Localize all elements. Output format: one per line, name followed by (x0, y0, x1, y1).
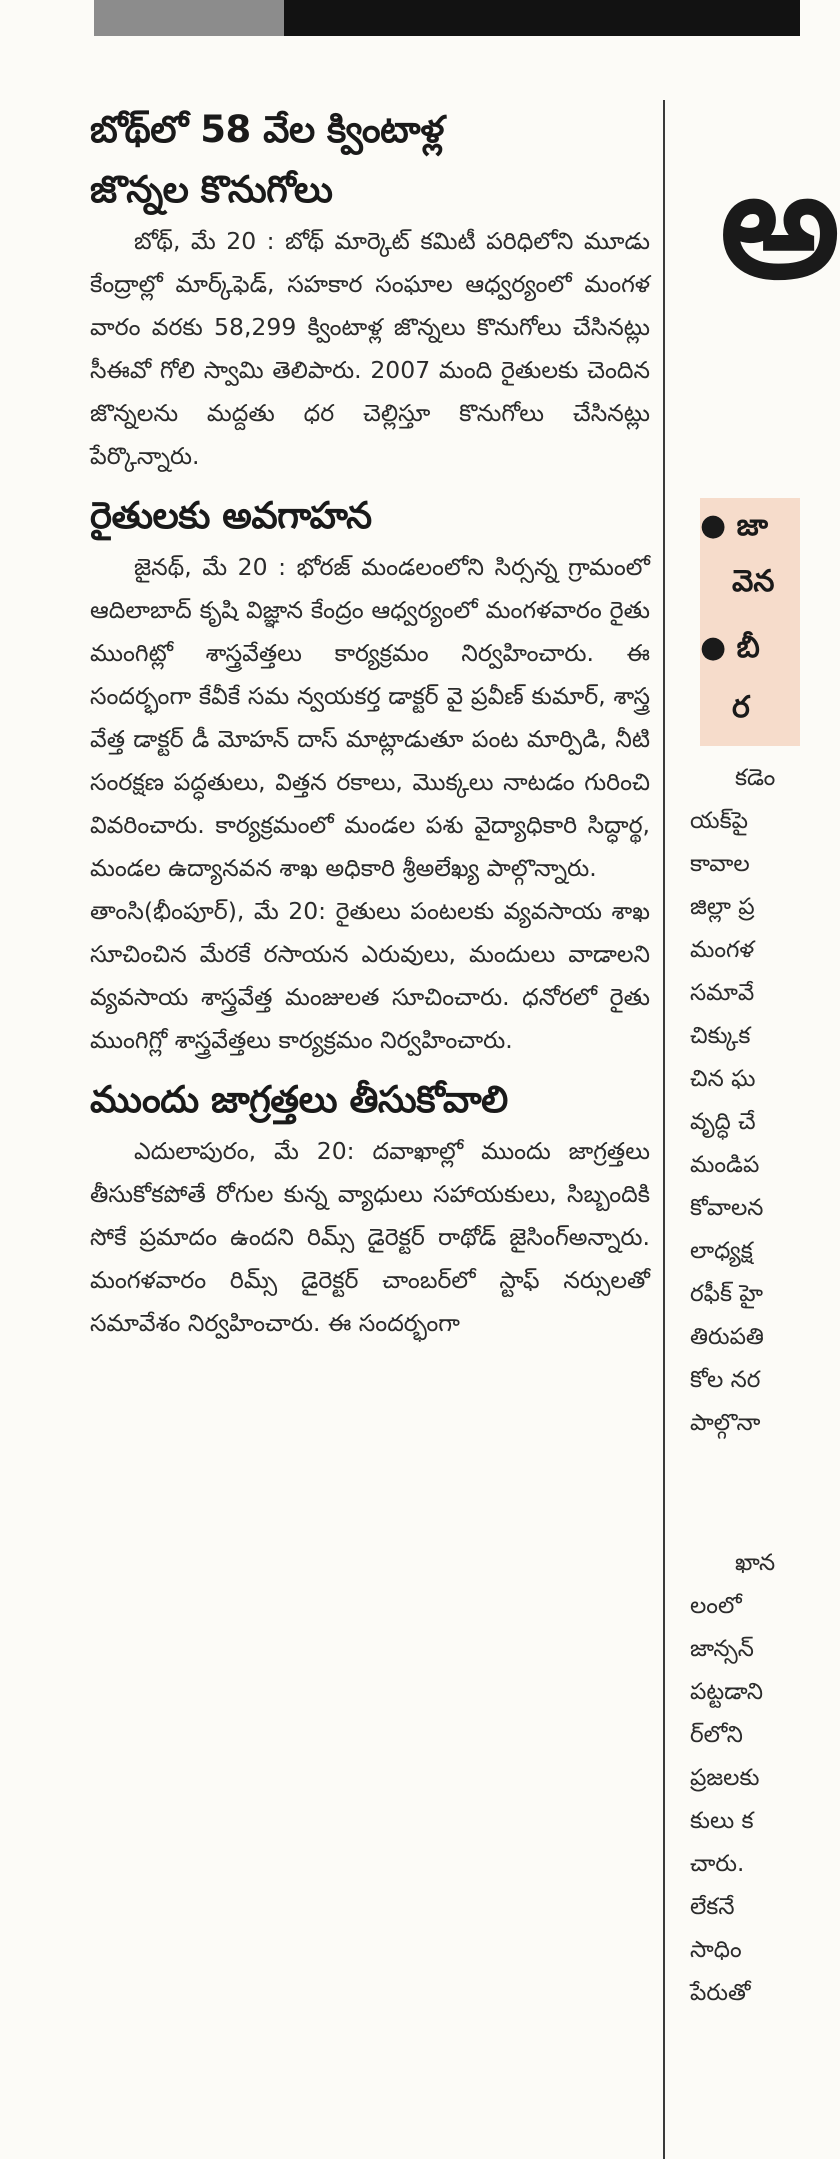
article-body: బోథ్, మే 20 : బోథ్ మార్కెట్ కమిటీ పరిధిలోని మూడు కేంద్రాల్లో మార్క్‌ఫెడ్, సహకార సంఘాల ఆధ్వర్యంలో మంగళ వారం వరకు 58,299 క్వింటాళ్ల జొన్నలు కొనుగోలు చేసినట్లు సీఈవో గోలి స్వామి తెలిపారు. 2007 మంది రైతులకు చెందిన జొన్నలను మద్దతు ధర చెల్లిస్తూ కొనుగోలు చేసినట్లు పేర్కొన్నారు. (90, 227, 650, 470)
article-precautions (90, 1070, 650, 1345)
body-line: యక్‌పై (690, 808, 748, 834)
right-news-column-cropped (690, 100, 840, 2159)
body-line: సాధిం (690, 1937, 742, 1963)
large-headline-glyph: అ (720, 138, 840, 312)
body-line: రఫీక్ హై (690, 1281, 764, 1307)
article-body: జైనథ్, మే 20 : భోరజ్ మండలంలోని సిర్సన్న గ్రామంలో ఆదిలాబాద్ కృషి విజ్ఞాన కేంద్రం ఆధ్వర్యంలో మంగళవారం రైతు ముంగిట్లో శాస్త్రవేత్తలు కార్యక్రమం నిర్వహించారు. ఈ సందర్భంగా కేవీకే సమ న్వయకర్త డాక్టర్ వై ప్రవీణ్ కుమార్, శాస్త్ర వేత్త డాక్టర్ డీ మోహన్ దాస్ మాట్లాడుతూ పంట మార్పిడి, నీటి సంరక్షణ పద్ధతులు, విత్తన రకాలు, మొక్కలు నాటడం గురించి వివరించారు. కార్యక్రమంలో మండల పశు వైద్యాధికారి సిద్ధార్థ, మండల ఉద్యానవన శాఖ అధికారి శ్రీఅలేఖ్య పాల్గొన్నారు. (90, 553, 650, 882)
bullet-point: ర (732, 690, 750, 725)
body-line: ప్రజలకు (690, 1765, 760, 1791)
article-body: ఎదులాపురం, మే 20: దవాఖాల్లో ముందు జాగ్రత్తలు తీసుకోకపోతే రోగుల కున్న వ్యాధులు సహాయకులు, సిబ్బందికి సోకే ప్రమాదం ఉందని రిమ్స్ డైరెక్టర్ రాథోడ్ జైసింగ్‌అన్నారు. మంగళవారం రిమ్స్ డైరెక్టర్ చాంబర్‌లో స్టాఫ్ నర్సులతో సమావేశం నిర్వహించారు. ఈ సందర్భంగా (90, 1137, 650, 1337)
body-line: పేరుతో (690, 1980, 751, 2006)
body-line: వృద్ధి చే (690, 1109, 756, 1135)
body-line: తిరుపతి (690, 1324, 764, 1350)
article-headline: ముందు జాగ్రత్తలు తీసుకోవాలి (90, 1078, 508, 1121)
body-line: ఖాన (735, 1550, 776, 1576)
body-line: జాన్సన్ (690, 1636, 754, 1662)
body-line: కోవాలన (690, 1195, 764, 1221)
article-headline: బోథ్‌లో 58 వేల క్వింటాళ్ల (90, 108, 444, 151)
body-line: లేకనే (690, 1894, 735, 1920)
left-news-column (90, 100, 650, 1345)
article-jonna-procurement (90, 100, 650, 478)
column-divider (663, 100, 665, 2159)
body-line: చారు. (690, 1851, 745, 1877)
bullet-point: వెన (732, 564, 775, 599)
body-line: చిన ఘ (690, 1066, 756, 1092)
body-line: కోల నర (690, 1367, 761, 1393)
article-farmer-awareness (90, 486, 650, 1062)
body-line: జిల్లా ప్ర (690, 894, 755, 920)
header-band-grey (94, 0, 284, 36)
article-body: తాంసి(భీంపూర్), మే 20: రైతులు పంటలకు వ్యవసాయ శాఖ సూచించిన మేరకే రసాయన ఎరువులు, మందులు వాడాలని వ్యవసాయ శాస్త్రవేత్త మంజులత సూచించారు. ధనోరలో రైతు ముంగిగ్లో శాస్త్రవేత్తలు కార్యక్రమం నిర్వహించారు. (90, 897, 650, 1054)
body-line: పట్టడాని (690, 1679, 764, 1705)
bullet-point: ● జా (700, 508, 769, 543)
body-line: లాధ్యక్ష (690, 1238, 753, 1264)
body-line: కులు క (690, 1808, 754, 1834)
body-line: కడెం (735, 765, 776, 791)
bullet-point: ● బీ (700, 630, 760, 665)
body-line: చిక్కుక (690, 1023, 751, 1049)
body-line: మండిప (690, 1152, 760, 1178)
header-band-black (284, 0, 800, 36)
body-line: సమావే (690, 980, 755, 1006)
body-line: మంగళ (690, 937, 755, 963)
article-headline: రైతులకు అవగాహన (90, 494, 372, 537)
article-headline: జొన్నల కొనుగోలు (90, 168, 333, 211)
body-line: ర్‌లోని (690, 1722, 743, 1748)
body-line: పాల్గొనా (690, 1410, 761, 1436)
body-line: లంలో (690, 1593, 742, 1619)
body-line: కావాల (690, 851, 750, 877)
